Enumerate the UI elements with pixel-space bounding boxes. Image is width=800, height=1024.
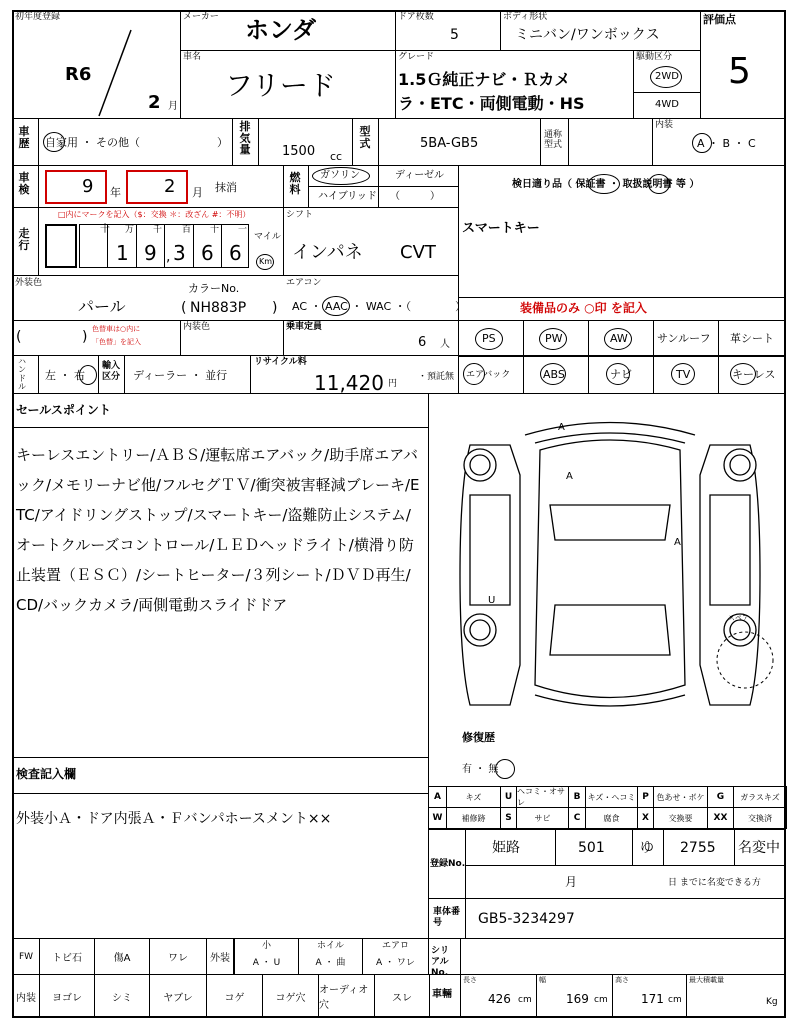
damage-mark: A: [674, 537, 681, 548]
equipment-title: 装備品のみ ○印 を記入: [520, 301, 647, 315]
fw-label: FW: [12, 938, 40, 975]
first-reg-month: 2: [148, 92, 161, 113]
score-value: 5: [728, 51, 751, 92]
divider: [395, 10, 396, 118]
exterior-group-label: 小: [261, 941, 271, 951]
damage-mark: A: [566, 471, 573, 482]
interior-row-label: 内装: [12, 974, 40, 1018]
mileage-digit: 6: [201, 241, 214, 265]
legend-code: U: [500, 786, 517, 808]
capacity-label: 乗車定員: [286, 322, 323, 332]
interior-item: コゲ: [206, 974, 263, 1018]
inspection-notes-text: 外装小Ａ・ドア内張Ａ・Ｆバンパホースメント××: [16, 811, 332, 827]
shift-label: シフト: [286, 210, 314, 220]
divider: [12, 320, 458, 321]
history-label: 車 歴: [18, 125, 30, 150]
exterior-group: [298, 938, 363, 975]
legend-description: ヘコミ・オサレ: [516, 786, 569, 808]
unit-label: 万: [125, 225, 135, 235]
divider: [180, 320, 181, 355]
mileage-digit: 1: [116, 241, 129, 265]
capacity-value: 6: [418, 335, 427, 350]
equip-circle: [463, 363, 485, 385]
grade-line-1: 1.5Ｇ純正ナビ・Ｒカメ: [398, 70, 571, 89]
divider: [12, 165, 786, 166]
inspection-notes-title: 検査記入欄: [16, 767, 77, 781]
cancelled-label: 抹消: [215, 181, 237, 194]
divider: [98, 355, 99, 393]
grade-label: グレード: [398, 52, 435, 62]
divider: [458, 356, 786, 357]
length-label: 長さ: [463, 976, 477, 984]
displacement-unit: cc: [330, 150, 343, 163]
size-label: 車輛: [432, 989, 452, 1000]
thousands-separator: ,: [166, 249, 171, 265]
divider: [536, 974, 537, 1018]
divider: [12, 427, 428, 428]
divider: [180, 10, 181, 118]
divider: [221, 224, 222, 268]
doors-label: ドア枚数: [398, 12, 434, 22]
aircon-label: エアコン: [286, 278, 322, 288]
registration-transfer: 名変中: [738, 840, 780, 856]
recycle-unit: 円: [388, 379, 398, 389]
score-label: 評価点: [703, 13, 736, 26]
height-label: 高さ: [615, 976, 629, 984]
color-label: 外装色: [15, 278, 43, 288]
fuel-diesel: ディーゼル: [395, 170, 444, 181]
body-label: ボディ形状: [503, 12, 548, 22]
divider: [460, 974, 461, 1018]
divider: [458, 165, 459, 393]
equip-tv: TV: [676, 368, 691, 381]
legend-description: キズ: [446, 786, 501, 808]
legend-code: XX: [707, 807, 734, 829]
divider: [652, 118, 653, 165]
year-unit: 年: [110, 186, 121, 199]
shift-type: CVT: [400, 242, 436, 263]
interior-item: スレ: [374, 974, 430, 1018]
recycle-label: リサイクル料: [254, 357, 307, 367]
exterior-group-label: エアロ: [381, 941, 409, 951]
inspection-year: 9: [82, 176, 94, 197]
divider: [458, 297, 786, 298]
drive-label: 駆動区分: [636, 52, 673, 62]
recycle-deposit: ・預託無: [418, 372, 455, 382]
legend-code: S: [500, 807, 517, 829]
divider: [458, 320, 786, 321]
handle-circle: [79, 365, 97, 385]
load-label: 最大積載量: [689, 976, 724, 984]
divider: [38, 207, 39, 275]
model-value: 5BA-GB5: [420, 136, 479, 151]
inspection-month-box: [126, 170, 188, 204]
interior-item: ヤブレ: [149, 974, 207, 1018]
color-change-note-1: 色替車は○内に: [92, 325, 141, 333]
aircon-options: AC ・ AAC ・ WAC ・（ ）: [292, 300, 467, 313]
divider: [38, 355, 39, 393]
interior-label: 内装: [655, 120, 674, 130]
color-change-note-2: 「色替」を記入: [92, 338, 141, 346]
legend-description: 腐食: [585, 807, 638, 829]
length-unit: cm: [518, 995, 532, 1005]
divider: [612, 974, 613, 1018]
height-value: 171: [641, 992, 664, 1006]
shift-position: インパネ: [292, 242, 363, 263]
displacement-label: 排 気 量: [239, 120, 251, 157]
sales-points-title: セールスポイント: [16, 403, 111, 417]
car-diagram: [440, 405, 780, 725]
fuel-label: 燃 料: [289, 171, 301, 196]
divider: [500, 10, 501, 50]
divider: [428, 898, 786, 899]
interior-grade: A ・ B ・ C: [697, 137, 756, 150]
paren-close: ): [272, 300, 278, 316]
car-name-value: フリード: [225, 69, 336, 102]
drive-2wd: 2WD: [655, 71, 679, 82]
damage-mark: U: [488, 595, 496, 606]
divider: [12, 207, 458, 208]
registration-class: 501: [578, 840, 605, 856]
first-reg-era: R6: [65, 64, 92, 85]
divider: [555, 829, 556, 865]
divider: [180, 50, 700, 51]
divider: [283, 165, 284, 275]
fw-item: 傷A: [94, 938, 150, 975]
equip-navi: ナビ: [610, 368, 632, 381]
maker-label: メーカー: [183, 12, 219, 22]
divider: [465, 829, 466, 898]
chassis-label: 車体番号: [433, 907, 461, 928]
divider: [428, 829, 786, 830]
paren-open: (: [16, 329, 22, 345]
fw-item: ワレ: [149, 938, 207, 975]
divider: [232, 118, 233, 165]
fw-item: トビ石: [39, 938, 95, 975]
unit-label: 百: [182, 225, 192, 235]
equip-airbag: エアバック: [466, 370, 511, 380]
mileage-digit: 9: [144, 241, 157, 265]
legend-code: P: [637, 786, 654, 808]
legend-description: 交換要: [653, 807, 708, 829]
divider: [12, 393, 786, 394]
interior-item: コゲ穴: [262, 974, 319, 1018]
divider: [124, 355, 125, 393]
inspection-month: 2: [164, 176, 176, 197]
registration-kana: ゆ: [640, 840, 654, 856]
height-unit: cm: [668, 995, 682, 1005]
legend-description: ガラスキズ: [733, 786, 787, 808]
equip-leather: 革シート: [730, 332, 774, 345]
month-unit-2: 月: [192, 186, 203, 199]
divider: [12, 118, 786, 119]
divider: [428, 393, 429, 938]
paren-close: ): [82, 329, 88, 345]
legend-code: C: [568, 807, 586, 829]
exterior-group-values: A ・ U: [252, 958, 281, 968]
width-unit: cm: [594, 995, 608, 1005]
divider: [378, 118, 379, 165]
divider: [465, 898, 466, 938]
capacity-unit: 人: [440, 339, 450, 350]
divider: [250, 355, 251, 393]
unit-mile: マイル: [254, 232, 281, 242]
legend-description: 色あせ・ボケ: [653, 786, 708, 808]
equip-pw: PW: [545, 332, 563, 345]
divider: [734, 829, 735, 865]
first-reg-label: 初年度登録: [15, 12, 61, 22]
equip-abs: ABS: [543, 368, 565, 381]
aircon-circle: [322, 296, 350, 316]
mileage-digit: 3: [173, 241, 186, 265]
model-label: 型 式: [359, 125, 371, 150]
mileage-digit: 6: [229, 241, 242, 265]
import-value: ディーラー ・ 並行: [133, 369, 228, 382]
slash-divider: [95, 28, 135, 118]
unit-label: 一: [238, 225, 248, 235]
unit-km: Km: [259, 257, 273, 266]
interior-item: シミ: [94, 974, 150, 1018]
repair-circle: [495, 759, 515, 779]
recycle-value: 11,420: [314, 371, 384, 395]
legend-code: W: [428, 807, 447, 829]
interior-item: オーディオ穴: [318, 974, 375, 1018]
exterior-group-label: ホイル: [316, 941, 344, 951]
unit-label: 十: [210, 225, 220, 235]
divider: [633, 50, 634, 118]
color-value: パール: [78, 297, 126, 316]
color-no-label: カラーNo.: [188, 282, 240, 295]
mileage-note: □内にマークを記入（$：交換 ＊：改ざん #：不明）: [58, 210, 251, 219]
legend-code: G: [707, 786, 734, 808]
inspection-label: 車 検: [18, 171, 30, 196]
divider: [633, 92, 700, 93]
legend-description: 交換済: [733, 807, 787, 829]
color-no-value: NH883P: [190, 300, 247, 316]
registration-deadline: 日 までに名変できる方: [668, 878, 761, 888]
maker-value: ホンダ: [245, 16, 317, 44]
divider: [686, 974, 687, 1018]
divider: [568, 118, 569, 165]
unit-label: 十: [100, 224, 110, 235]
load-unit: Kg: [766, 997, 778, 1007]
body-value: ミニバン/ワンボックス: [515, 27, 660, 43]
exterior-group: [234, 938, 299, 975]
documents: 検日適り品（ 保証書 ・ 取扱説明書 等 ）: [512, 179, 700, 190]
divider: [428, 938, 786, 939]
fuel-other: （ ）: [390, 191, 440, 202]
fuel-hybrid: ハイブリッド: [318, 191, 377, 202]
equip-aw: AW: [610, 332, 628, 345]
exterior-label: 外装: [206, 938, 234, 975]
displacement-value: 1500: [282, 144, 316, 159]
exterior-group-values: A ・ 曲: [315, 958, 346, 968]
inspection-year-box: [45, 170, 107, 204]
repair-title: 修復歴: [462, 731, 495, 744]
grade-line-2: ラ・ETC・両側電動・HS: [398, 94, 585, 113]
divider: [663, 829, 664, 865]
exterior-group: [362, 938, 429, 975]
fuel-gasoline: ガソリン: [320, 170, 360, 181]
unit-label: 千: [153, 225, 163, 235]
month-unit: 月: [168, 101, 178, 112]
mileage-digit-box: [45, 224, 77, 268]
divider: [378, 165, 379, 207]
drive-4wd: 4WD: [655, 99, 679, 110]
divider: [164, 224, 165, 268]
import-label: 輸入区分: [102, 361, 121, 382]
divider: [193, 224, 194, 268]
registration-month-unit: 月: [565, 875, 578, 889]
width-value: 169: [566, 992, 589, 1006]
repair-value: 有 ・ 無: [462, 764, 499, 775]
mileage-label: 走 行: [18, 227, 30, 252]
warranty-circle: [588, 174, 620, 194]
legend-code: B: [568, 786, 586, 808]
damage-mark: A: [558, 422, 565, 433]
car-name-label: 車名: [183, 52, 202, 62]
divider: [38, 165, 39, 207]
divider: [465, 865, 786, 866]
handle-label: ハ ン ド ル: [18, 357, 26, 392]
divider: [352, 118, 353, 165]
equip-sunroof: サンルーフ: [657, 332, 711, 345]
interior-color-label: 内装色: [183, 322, 211, 332]
chassis-value: GB5-3234297: [478, 911, 575, 927]
paren-open: (: [181, 300, 187, 316]
equip-keyless: キーレス: [732, 368, 776, 381]
common-model-label: 通称型式: [544, 130, 563, 150]
length-value: 426: [488, 992, 511, 1006]
handle-value: 左 ・ 右: [45, 369, 85, 382]
history-circle: [43, 132, 65, 152]
divider: [540, 118, 541, 165]
registration-number: 2755: [680, 840, 716, 856]
manual-circle: [648, 174, 670, 194]
spare-label: スペア: [728, 614, 749, 622]
divider: [283, 320, 284, 355]
legend-code: X: [637, 807, 654, 829]
registration-label: 登録No.: [430, 859, 466, 869]
exterior-group-values: A ・ ワレ: [376, 958, 415, 968]
divider: [136, 224, 137, 268]
width-label: 幅: [539, 976, 546, 984]
legend-description: キズ・ヘコミ: [585, 786, 638, 808]
divider: [700, 10, 701, 118]
divider: [258, 118, 259, 165]
equip-ps: PS: [482, 332, 496, 345]
interior-item: ヨゴレ: [39, 974, 95, 1018]
history-value: 自家用 ・ その他（ ）: [45, 136, 228, 149]
legend-code: A: [428, 786, 447, 808]
registration-area: 姫路: [492, 840, 520, 856]
sales-points-text: キーレスエントリー/ＡＢＳ/運転席エアバック/助手席エアバック/メモリーナビ他/フルセグＴＶ/衝突被害軽減ブレーキ/ETC/アイドリングストップ/スマートキー/盗難防止システム/オートクルーズコントロール/ＬＥＤヘッドライト/横滑り防止装置（ＥＳＣ）/シートヒーター/３列シート/ＤＶＤ再生/CD/バックカメラ/両側電動スライドドア: [16, 446, 420, 614]
serial-label: シリアルNo.: [431, 946, 450, 978]
divider: [308, 186, 458, 187]
legend-description: サビ: [516, 807, 569, 829]
divider: [38, 118, 39, 165]
divider: [460, 938, 461, 974]
divider: [12, 793, 428, 794]
divider: [632, 829, 633, 865]
smart-key: スマートキー: [462, 221, 540, 236]
divider: [12, 275, 458, 276]
legend-description: 補修跡: [446, 807, 501, 829]
doors-value: 5: [450, 27, 459, 43]
divider: [12, 757, 428, 758]
